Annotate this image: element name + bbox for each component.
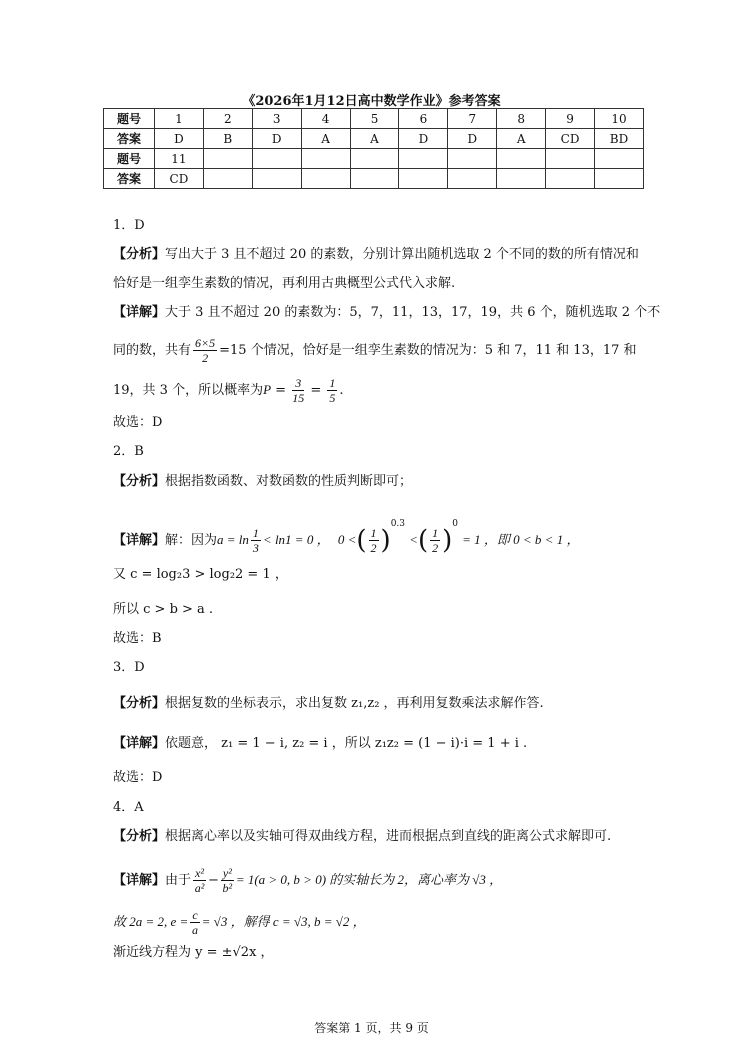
fraction xyxy=(193,866,206,895)
table-cell: 6 xyxy=(399,109,448,129)
q2-detail-line: 【详解】解：因为a = ln $\frac{1}{3}$ < ln1 = 0 ， 0 <( $\frac{1}{2}$ )$^{0.3}$ <( $\frac{1}{2}$ )$^0$ = 1 ，即 0 < b < 1 ， xyxy=(113,519,580,556)
q4-detail-line xyxy=(113,866,502,895)
q1-heading: 1．D xyxy=(113,218,145,233)
fraction-denominator: 15 xyxy=(292,391,305,405)
analysis-text: 写出大于 3 且不超过 20 的素数，分别计算出随机选取 2 个不同的数的所有情况和 xyxy=(165,247,639,262)
table-cell xyxy=(350,149,399,169)
detail-text: 19，共 3 个，所以概率为 xyxy=(113,383,264,398)
table-cell xyxy=(546,149,595,169)
table-row xyxy=(104,149,644,169)
q4-detail-line-3: 渐近线方程为 y = ±√2x ， xyxy=(113,945,274,960)
table-cell: 4 xyxy=(301,109,350,129)
q2-answer: 故选：B xyxy=(113,631,162,646)
fraction-numerator: 6×5 xyxy=(195,336,216,350)
table-cell: 5 xyxy=(350,109,399,129)
fraction-denominator: 2 xyxy=(202,351,209,365)
table-cell xyxy=(448,169,497,189)
detail-tag: 【详解】 xyxy=(113,305,166,320)
detail-text: =15 个情况，恰好是一组孪生素数的情况为：5 和 7，11 和 13，17 和 xyxy=(219,343,637,358)
fraction-denominator: b² xyxy=(222,881,233,895)
table-cell: BD xyxy=(595,129,644,149)
exponent: 0 xyxy=(452,519,458,529)
table-cell xyxy=(301,149,350,169)
fraction-numerator: x² xyxy=(195,866,204,880)
q4-heading: 4．A xyxy=(113,800,144,815)
answer-table xyxy=(103,108,644,189)
fraction-numerator: y² xyxy=(222,866,232,880)
exponent: 0.3 xyxy=(390,519,406,529)
table-cell: A xyxy=(497,129,546,149)
analysis-tag: 【分析】 xyxy=(113,474,166,489)
math-expr: < ln1 = 0 ， xyxy=(262,532,330,547)
q4-detail-line-2 xyxy=(113,908,366,937)
detail-tag: 【详解】 xyxy=(113,533,166,548)
q1-detail-line xyxy=(113,305,660,321)
fraction xyxy=(190,908,199,937)
q2-order-line: 所以 c > b > a . xyxy=(113,602,214,617)
detail-text: 大于 3 且不超过 20 的素数为：5，7，11，13，17，19，共 6 个，随机选取 2 个不 xyxy=(165,305,661,320)
q1-analysis-line xyxy=(113,247,639,263)
table-cell: D xyxy=(252,129,301,149)
math-expr: a = ln xyxy=(217,532,249,547)
detail-tag: 【详解】 xyxy=(113,736,166,751)
detail-text: 由于 xyxy=(165,873,192,888)
table-cell xyxy=(399,169,448,189)
row-label: 题号 xyxy=(104,149,155,169)
page-footer: 答案第 1 页，共 9 页 xyxy=(314,1021,429,1035)
analysis-text: 根据复数的坐标表示，求出复数 z₁,z₂ ，再利用复数乘法求解作答. xyxy=(165,696,544,711)
table-cell: A xyxy=(350,129,399,149)
fraction-numerator: 1 xyxy=(432,526,439,540)
q2-analysis-line xyxy=(113,474,412,490)
math-var: P xyxy=(263,382,272,397)
table-cell: A xyxy=(301,129,350,149)
table-cell: 10 xyxy=(595,109,644,129)
table-cell: 9 xyxy=(546,109,595,129)
table-cell xyxy=(546,169,595,189)
table-cell xyxy=(595,149,644,169)
q1-answer: 故选：D xyxy=(113,415,163,430)
table-cell xyxy=(350,169,399,189)
table-cell: 2 xyxy=(203,109,252,129)
fraction-numerator: 1 xyxy=(252,526,259,540)
table-cell xyxy=(301,169,350,189)
fraction xyxy=(251,526,261,555)
table-row xyxy=(104,169,644,189)
fraction xyxy=(327,376,337,405)
analysis-tag: 【分析】 xyxy=(113,829,166,844)
q3-heading: 3．D xyxy=(113,660,145,675)
table-cell: D xyxy=(448,129,497,149)
fraction-numerator: 1 xyxy=(329,376,336,390)
table-cell xyxy=(399,149,448,169)
analysis-text: 根据离心率以及实轴可得双曲线方程，进而根据点到直线的距离公式求解即可. xyxy=(165,829,612,844)
q1-detail-line-2 xyxy=(113,336,637,365)
table-cell: 3 xyxy=(252,109,301,129)
table-cell xyxy=(252,169,301,189)
table-cell: CD xyxy=(546,129,595,149)
detail-text: 同的数，共有 xyxy=(113,343,192,358)
math-expr: 0 < xyxy=(337,532,357,547)
q3-detail-line xyxy=(113,736,527,752)
q3-answer: 故选：D xyxy=(113,770,163,785)
fraction xyxy=(292,376,304,405)
table-cell xyxy=(203,149,252,169)
q2-c-line: 又 c = log₂3 > log₂2 = 1 ， xyxy=(113,567,288,582)
math-expr: = 1(a > 0, b > 0) 的实轴长为 2，离心率为 √3 ， xyxy=(235,872,503,887)
table-cell: 8 xyxy=(497,109,546,129)
table-cell xyxy=(497,149,546,169)
table-row xyxy=(104,129,644,149)
row-label: 题号 xyxy=(104,109,155,129)
table-cell xyxy=(252,149,301,169)
table-cell: 1 xyxy=(155,109,204,129)
fraction xyxy=(430,526,440,555)
table-cell xyxy=(203,169,252,189)
table-cell: D xyxy=(399,129,448,149)
fraction-denominator: 3 xyxy=(252,541,259,555)
table-cell: B xyxy=(203,129,252,149)
q2-heading: 2．B xyxy=(113,444,144,459)
fraction-numerator: c xyxy=(192,908,198,922)
math-expr: = √3 ，解得 c = √3, b = √2 ， xyxy=(201,914,366,929)
math-expr: = 1 ，即 0 < b < 1 ， xyxy=(462,532,580,547)
fraction xyxy=(369,526,379,555)
fraction-denominator: 2 xyxy=(432,541,439,555)
detail-tag: 【详解】 xyxy=(113,873,166,888)
fraction-denominator: 2 xyxy=(370,541,377,555)
table-cell xyxy=(595,169,644,189)
detail-text: 解：因为 xyxy=(165,533,218,548)
fraction xyxy=(221,866,234,895)
q1-detail-line-3: 19，共 3 个，所以概率为P = $\frac{3}{15}$ = $\frac{1}{5}$ . xyxy=(113,376,344,405)
analysis-tag: 【分析】 xyxy=(113,696,166,711)
page-title: 《2026年1月12日高中数学作业》参考答案 xyxy=(242,94,501,109)
fraction xyxy=(193,336,217,365)
math-expr: < xyxy=(409,532,418,547)
row-label: 答案 xyxy=(104,129,155,149)
table-cell: CD xyxy=(155,169,204,189)
fraction-denominator: 5 xyxy=(329,391,336,405)
row-label: 答案 xyxy=(104,169,155,189)
fraction-numerator: 3 xyxy=(292,376,304,391)
q4-analysis-line xyxy=(113,829,611,845)
math-expr: − xyxy=(207,873,219,888)
table-row xyxy=(104,109,644,129)
math-expr: 故 2a = 2, e = xyxy=(113,914,189,929)
q1-analysis-line-2: 恰好是一组孪生素数的情况，再利用古典概型公式代入求解. xyxy=(113,276,456,291)
analysis-text: 根据指数函数、对数函数的性质判断即可； xyxy=(165,474,413,489)
fraction-numerator: 1 xyxy=(370,526,377,540)
table-cell xyxy=(497,169,546,189)
table-cell: 7 xyxy=(448,109,497,129)
analysis-tag: 【分析】 xyxy=(113,247,166,262)
table-cell: 11 xyxy=(155,149,204,169)
fraction-denominator: a xyxy=(191,923,198,937)
detail-text: 依题意， z₁ = 1 − i, z₂ = i ，所以 z₁z₂ = (1 − i)·i = 1 + i . xyxy=(165,736,528,751)
table-cell: D xyxy=(155,129,204,149)
table-cell xyxy=(448,149,497,169)
fraction-denominator: a² xyxy=(194,881,205,895)
q3-analysis-line xyxy=(113,696,544,712)
